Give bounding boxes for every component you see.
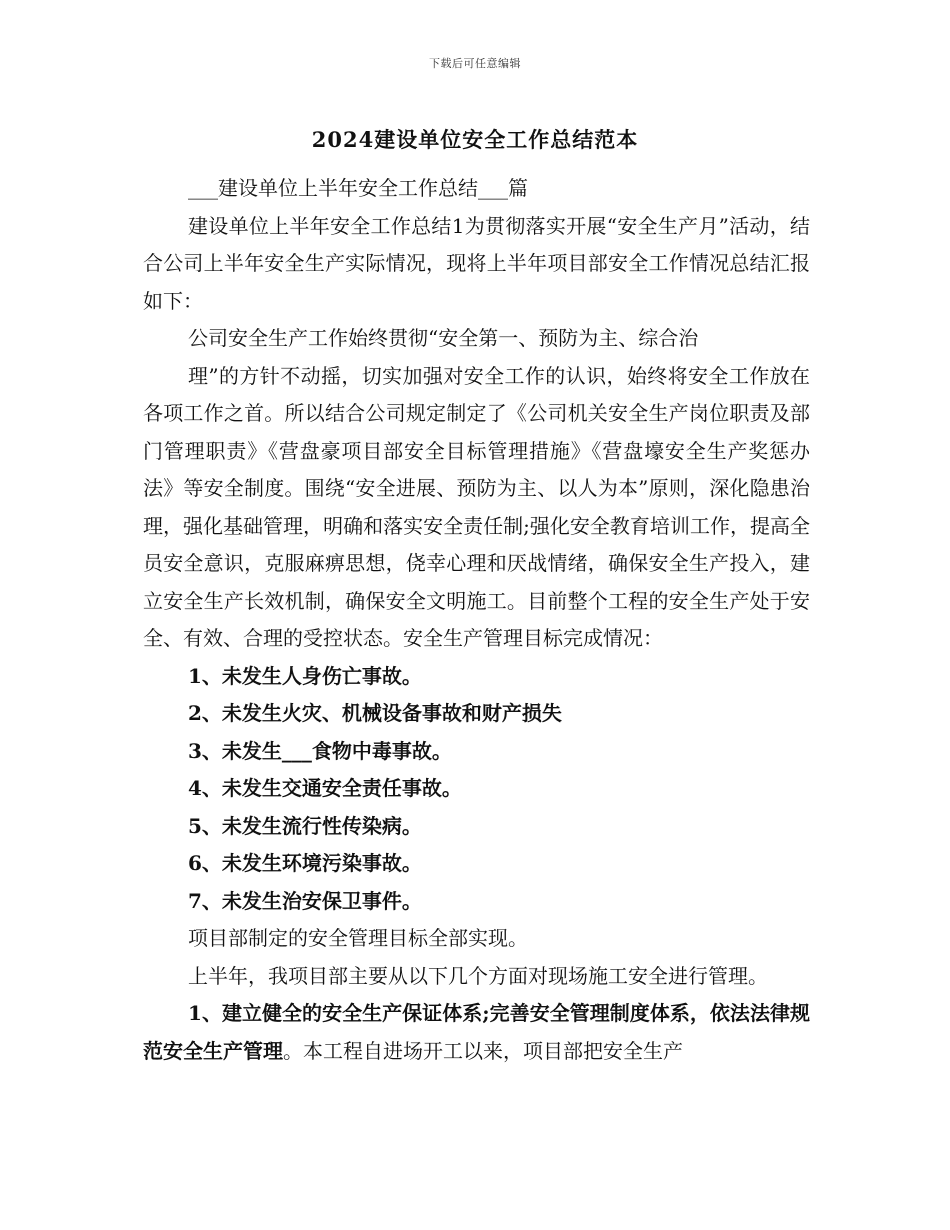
paragraph-policy: 理”的方针不动摇，切实加强对安全工作的认识，始终将安全工作放在各项工作之首。所以结合公司规定制定了《公司机关安全生产岗位职责及部门管理职责》《营盘豪项目部安全目标管理措施》《营盘壕安全生产奖惩办法》等安全制度。围绕“安全进展、预防为主、以人为本”原则，深化隐患治理，强化基础管理，明确和落实安全责任制;强化安全教育培训工作，提高全员安全意识，克服麻痹思想，侥幸心理和厌战情绪，确保安全生产投入，建立安全生产长效机制，确保安全文明施工。目前整个工程的安全生产处于安全、有效、合理的受控状态。安全生产管理目标完成情况：: [143, 363, 810, 650]
goal-item: 7、未发生治安保卫事件。: [188, 888, 422, 913]
paragraph-system: [143, 995, 810, 1070]
header-note: 下载后可任意编辑: [429, 57, 521, 70]
goals-list: [143, 658, 810, 921]
goal-item: 1、未发生人身伤亡事故。: [188, 663, 422, 688]
paragraph-policy-line1: 公司安全生产工作始终贯彻“安全第一、预防为主、综合治: [188, 326, 699, 350]
system-heading: 1、建立健全的安全生产保证体系;完善安全管理制度体系，依法法律规范安全生产管理: [143, 1001, 810, 1063]
goal-item: 5、未发生流行性传染病。: [188, 813, 422, 838]
paragraph-management-intro: 上半年，我项目部主要从以下几个方面对现场施工安全进行管理。: [188, 963, 768, 988]
system-text: 。本工程自进场开工以来，项目部把安全生产: [283, 1038, 683, 1063]
goal-item: 6、未发生环境污染事故。: [188, 851, 422, 875]
goal-item: 2、未发生火灾、机械设备事故和财产损失: [188, 701, 562, 725]
goal-item: 3、未发生___食物中毒事故。: [188, 738, 452, 763]
document-body: [143, 170, 810, 1070]
paragraph-goals-achieved: 项目部制定的安全管理目标全部实现。: [188, 926, 528, 950]
subtitle: ___建设单位上半年安全工作总结___篇: [188, 176, 528, 200]
paragraph-intro: 建设单位上半年安全工作总结1为贯彻落实开展“安全生产月”活动，结合公司上半年安全生产实际情况，现将上半年项目部安全工作情况总结汇报如下：: [143, 213, 810, 313]
goal-item: 4、未发生交通安全责任事故。: [188, 776, 462, 800]
document-title: 2024建设单位安全工作总结范本: [311, 127, 639, 152]
